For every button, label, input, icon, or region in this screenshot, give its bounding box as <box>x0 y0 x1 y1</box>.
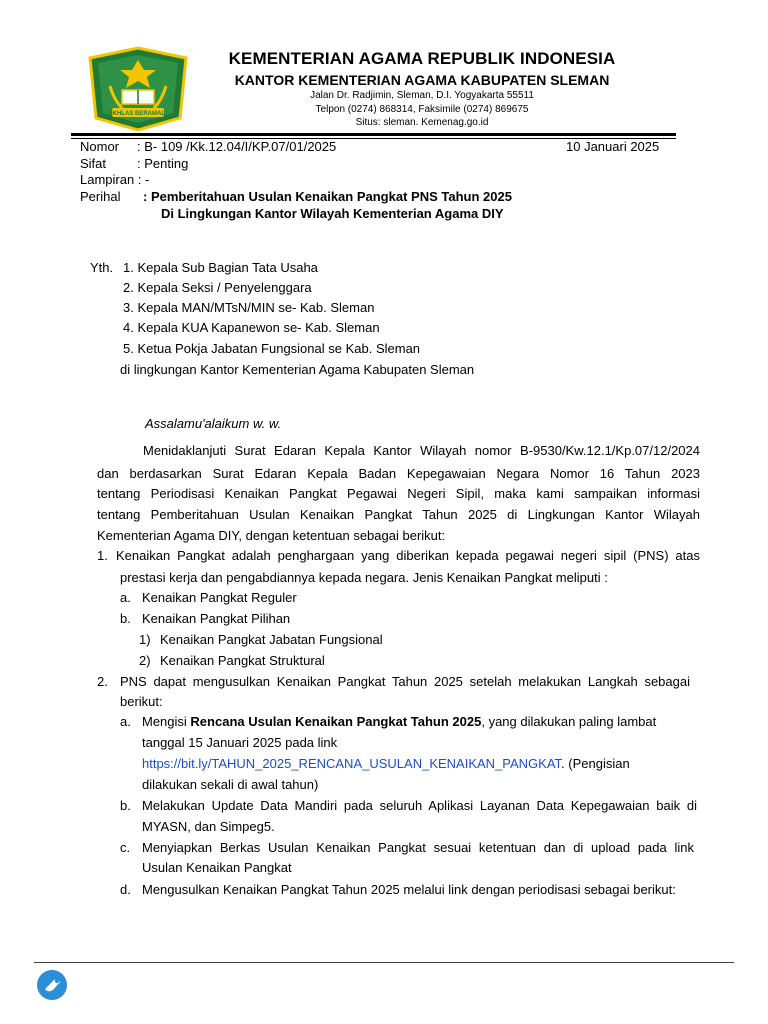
perihal-label: Perihal <box>80 189 121 204</box>
recipient-item: 3. Kepala MAN/MTsN/MIN se- Kab. Sleman <box>123 300 375 315</box>
office-site: Situs: sleman. Kemenag.go.id <box>355 117 489 128</box>
point-1a-text: Kenaikan Pangkat Reguler <box>142 590 297 605</box>
point-1b-text: Kenaikan Pangkat Pilihan <box>142 611 291 626</box>
scribd-icon[interactable] <box>36 969 68 1001</box>
point-1b1-text: Kenaikan Pangkat Jabatan Fungsional <box>160 632 383 647</box>
office-name: KANTOR KEMENTERIAN AGAMA KABUPATEN SLEMAN <box>234 72 610 88</box>
point-1b2-number: 2) <box>139 653 151 668</box>
point-2b-number: b. <box>120 798 131 813</box>
point-2a-number: a. <box>120 714 131 729</box>
point-2b-line: Melakukan Update Data Mandiri pada seluruh Aplikasi Layanan Data Kepegawaian baik di <box>142 798 697 813</box>
recipient-item: 2. Kepala Seksi / Penyelenggara <box>123 280 312 295</box>
point-1-line: Kenaikan Pangkat adalah penghargaan yang diberikan kepada pegawai negeri sipil (PNS) atas <box>116 548 700 563</box>
point-2a-text: Mengisi <box>142 714 191 729</box>
point-2a-text: , yang dilakukan paling lambat <box>481 714 657 729</box>
footer-divider <box>34 962 734 963</box>
paragraph-line: Kementerian Agama DIY, dengan ketentuan sebagai berikut: <box>97 528 446 543</box>
recipient-location: di lingkungan Kantor Kementerian Agama Kabupaten Sleman <box>120 362 475 377</box>
letter-date: 10 Januari 2025 <box>566 139 660 154</box>
point-2-number: 2. <box>97 674 108 689</box>
point-2-line: PNS dapat mengusulkan Kenaikan Pangkat Tahun 2025 setelah melakukan Langkah sebagai <box>120 674 690 689</box>
point-2c-number: c. <box>120 840 131 855</box>
lampiran: Lampiran : - <box>80 172 150 187</box>
yth-label: Yth. <box>90 260 114 275</box>
greeting: Assalamu'alaikum w. w. <box>145 416 282 431</box>
recipient-item: 1. Kepala Sub Bagian Tata Usaha <box>123 260 318 275</box>
ministry-name: KEMENTERIAN AGAMA REPUBLIK INDONESIA <box>228 49 616 68</box>
point-2d-line: Mengusulkan Kenaikan Pangkat Tahun 2025 melalui link dengan periodisasi sebagai berikut: <box>142 882 676 897</box>
perihal-line-1: : Pemberitahuan Usulan Kenaikan Pangkat PNS Tahun 2025 <box>143 189 512 204</box>
kemenag-logo <box>84 46 192 132</box>
sifat-label: Sifat <box>80 156 107 171</box>
paragraph-line: tentang Periodisasi Kenaikan Pangkat Pegawai Negeri Sipil, maka kami sampaikan informasi <box>97 486 700 501</box>
point-2a-line-1 <box>142 712 656 732</box>
paragraph-line: Menidaklanjuti Surat Edaran Kepala Kantor Wilayah nomor B-9530/Kw.12.1/Kp.07/12/2024 <box>143 443 700 458</box>
point-1-number: 1. <box>97 548 108 563</box>
office-address: Jalan Dr. Radjimin, Sleman, D.I. Yogyakarta 55511 <box>310 90 534 101</box>
letterhead <box>196 48 648 130</box>
point-2a-bold: Rencana Usulan Kenaikan Pangkat Tahun 2025 <box>190 714 482 729</box>
rencana-usulan-link[interactable]: https://bit.ly/TAHUN_2025_RENCANA_USULAN_KENAIKAN_PANGKAT <box>142 756 562 771</box>
office-phone: Telpon (0274) 868314, Faksimile (0274) 869675 <box>315 103 529 115</box>
nomor-value: : B- 109 /Kk.12.04/I/KP.07/01/2025 <box>137 139 337 154</box>
point-2a-text: . (Pengisian <box>561 756 630 771</box>
nomor-label: Nomor <box>80 139 120 154</box>
point-2c-line: Menyiapkan Berkas Usulan Kenaikan Pangkat sesuai ketentuan dan di upload pada link <box>142 840 694 855</box>
point-2b-line: MYASN, dan Simpeg5. <box>142 819 275 834</box>
recipient-item: 4. Kepala KUA Kapanewon se- Kab. Sleman <box>123 320 380 335</box>
point-1a-number: a. <box>120 590 131 605</box>
point-2-line: berikut: <box>120 694 163 709</box>
point-2a-line-4: dilakukan sekali di awal tahun) <box>142 777 319 792</box>
point-2a-line-3 <box>142 754 630 774</box>
sifat-value: : Penting <box>137 156 189 171</box>
point-2d-number: d. <box>120 882 131 897</box>
point-1b2-text: Kenaikan Pangkat Struktural <box>160 653 325 668</box>
paragraph-line: dan berdasarkan Surat Edaran Kepala Badan Kepegawaian Negara Nomor 16 Tahun 2023 <box>97 466 700 481</box>
point-2c-line: Usulan Kenaikan Pangkat <box>142 860 292 875</box>
letterhead-rule-thick <box>71 133 676 136</box>
recipient-item: 5. Ketua Pokja Jabatan Fungsional se Kab. Sleman <box>123 341 421 356</box>
paragraph-line: tentang Pemberitahuan Usulan Kenaikan Pangkat Tahun 2025 di Lingkungan Kantor Wilayah <box>97 507 700 522</box>
point-1b1-number: 1) <box>139 632 151 647</box>
perihal-line-2: Di Lingkungan Kantor Wilayah Kementerian Agama DIY <box>161 206 504 221</box>
point-1b-number: b. <box>120 611 131 626</box>
logo-motto: IKHLAS BERAMAL <box>111 111 165 117</box>
point-2a-line-2: tanggal 15 Januari 2025 pada link <box>142 735 338 750</box>
point-1-line: prestasi kerja dan pengabdiannya kepada negara. Jenis Kenaikan Pangkat meliputi : <box>120 570 608 585</box>
